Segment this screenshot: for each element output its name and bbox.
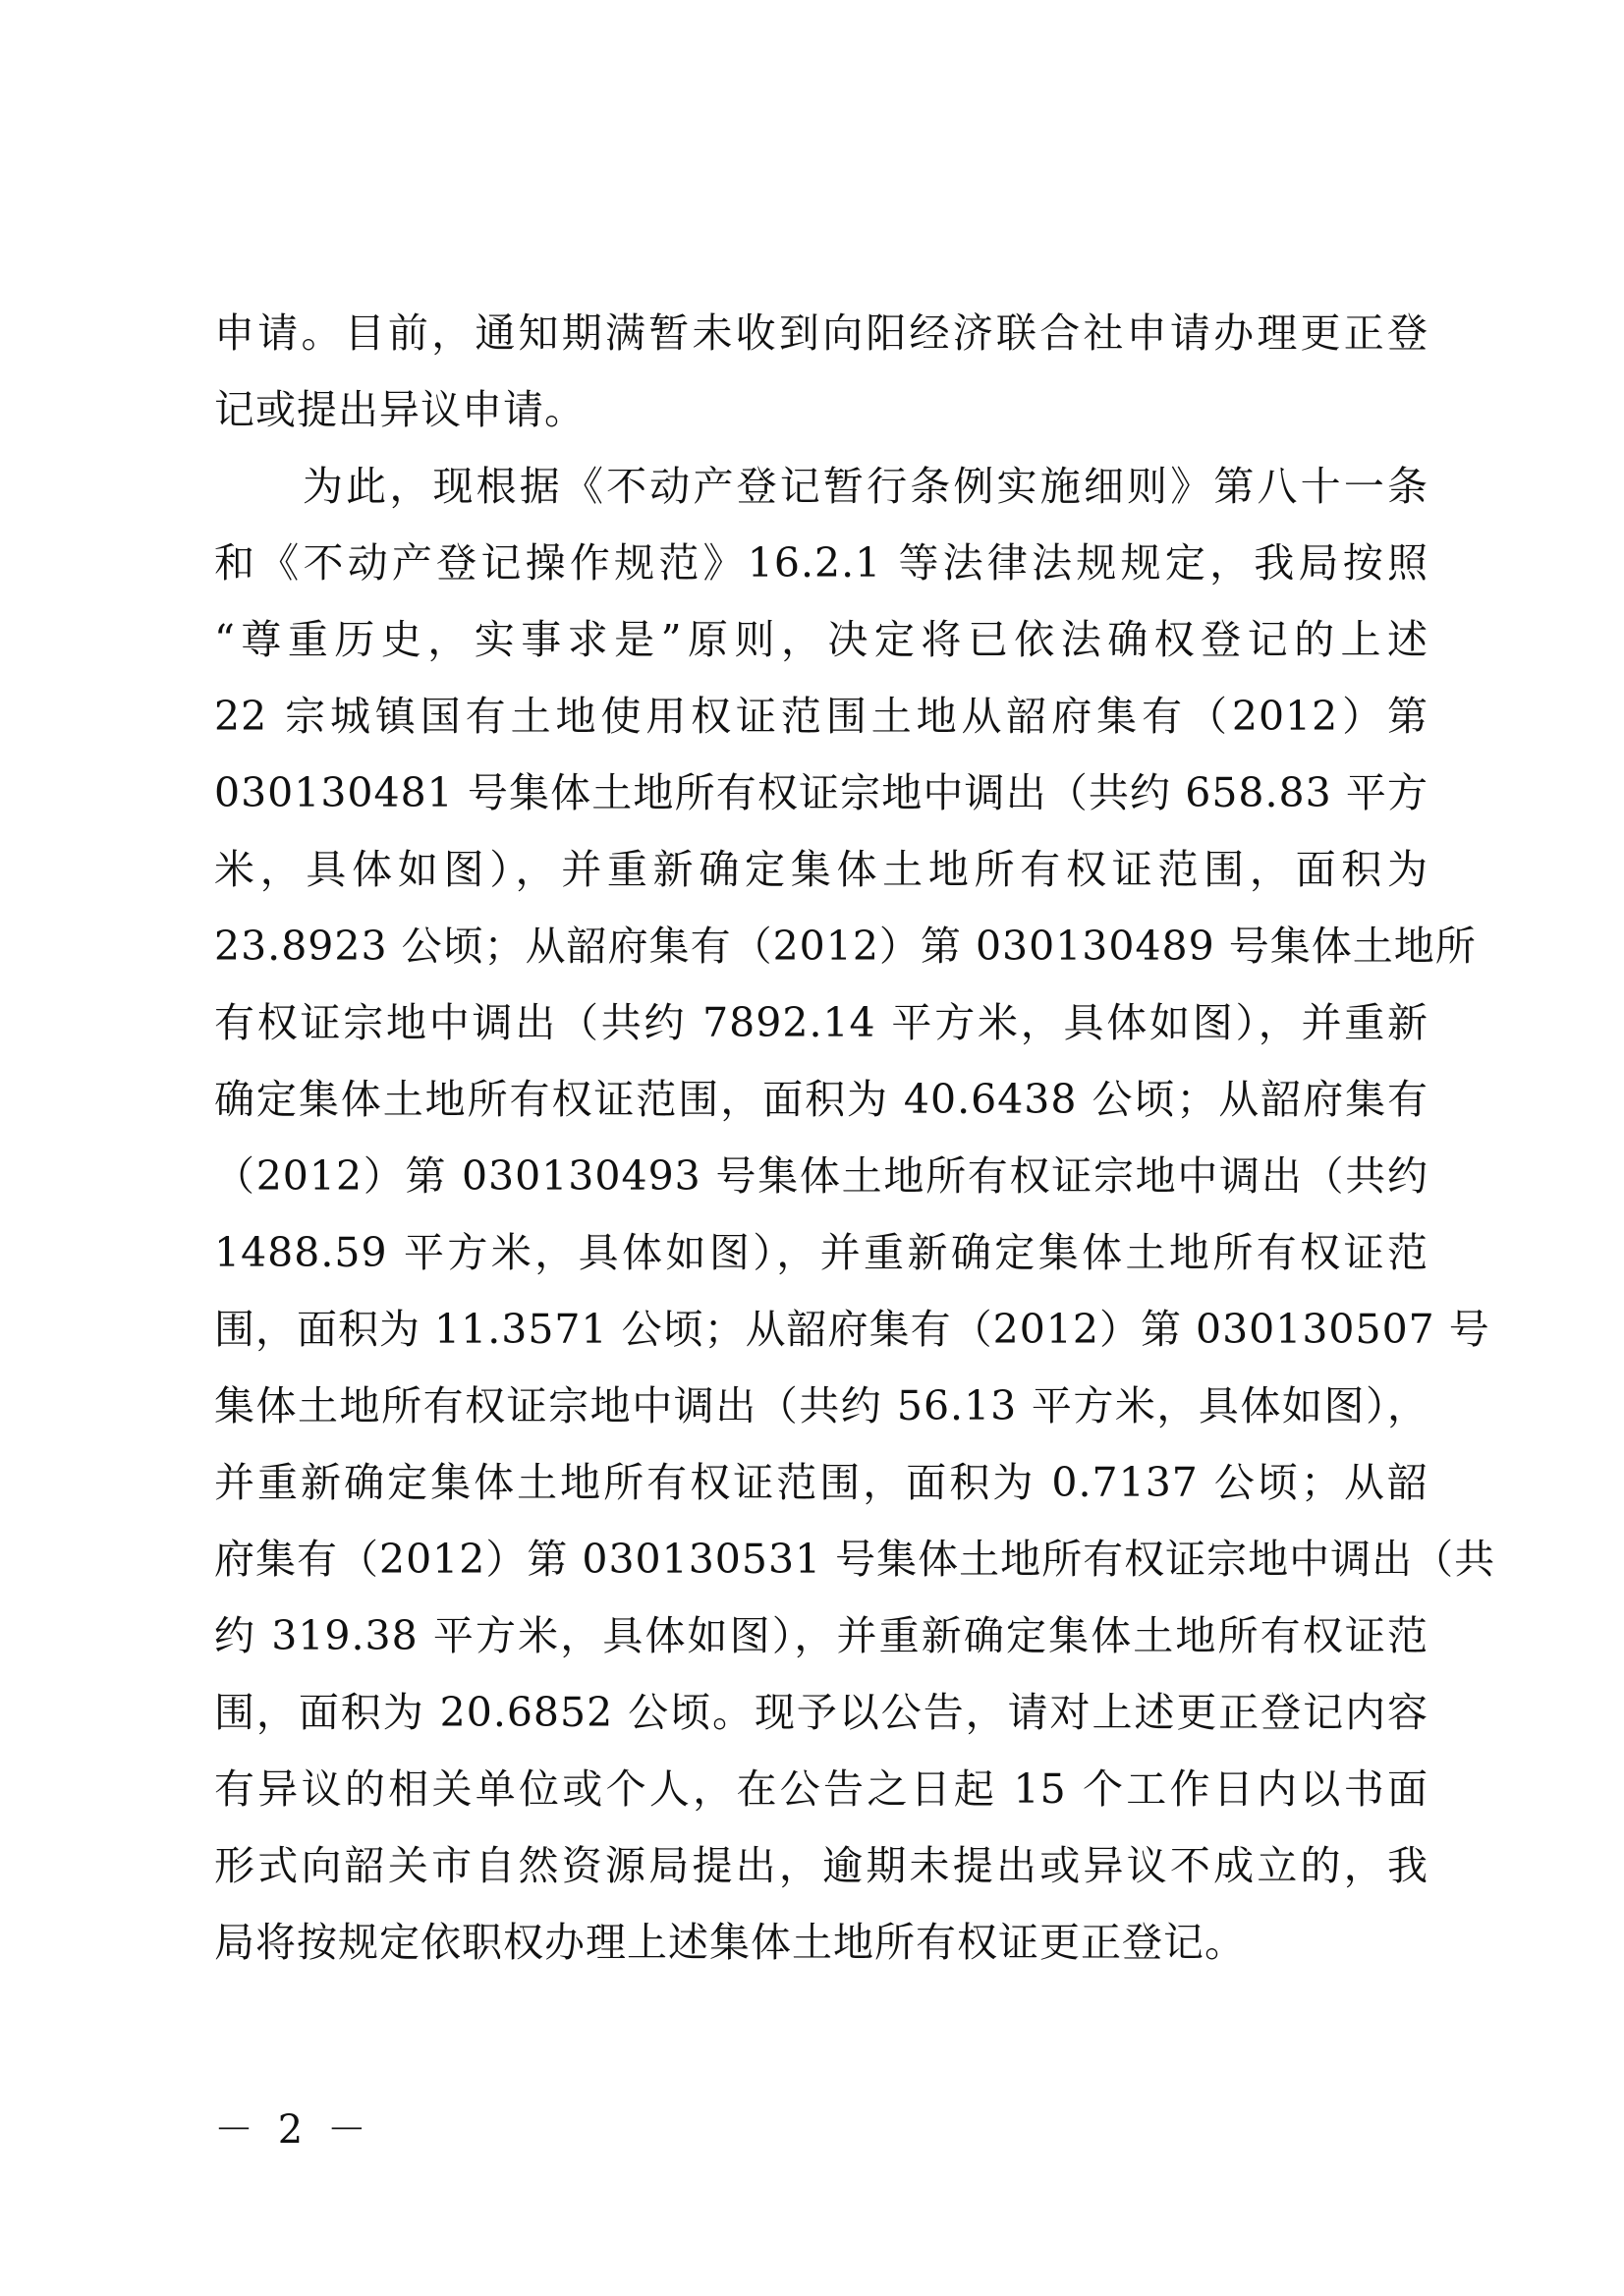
text-line: 有异议的相关单位或个人，在公告之日起 15 个工作日内以书面 bbox=[214, 1765, 1428, 1813]
text-line: 围，面积为 11.3571 公顷；从韶府集有（2012）第 030130507 号 bbox=[214, 1306, 1490, 1353]
text-line: 确定集体土地所有权证范围，面积为 40.6438 公顷；从韶府集有 bbox=[214, 1076, 1428, 1123]
page-number: － 2 － bbox=[214, 2107, 372, 2153]
text-line: 有权证宗地中调出（共约 7892.14 平方米，具体如图），并重新 bbox=[214, 999, 1428, 1046]
text-line: 1488.59 平方米，具体如图），并重新确定集体土地所有权证范 bbox=[214, 1229, 1428, 1276]
text-line: 并重新确定集体土地所有权证范围，面积为 0.7137 公顷；从韶 bbox=[214, 1459, 1428, 1506]
text-line: “尊重历史，实事求是”原则，决定将已依法确权登记的上述 bbox=[214, 616, 1428, 663]
body-text bbox=[214, 295, 1496, 1981]
text-line: 集体土地所有权证宗地中调出（共约 56.13 平方米，具体如图）， bbox=[214, 1382, 1428, 1429]
text-line: 23.8923 公顷；从韶府集有（2012）第 030130489 号集体土地所 bbox=[214, 923, 1477, 970]
text-line: 米，具体如图），并重新确定集体土地所有权证范围，面积为 bbox=[214, 846, 1428, 893]
text-line: 22 宗城镇国有土地使用权证范围土地从韶府集有（2012）第 bbox=[214, 693, 1428, 740]
text-line: 围，面积为 20.6852 公顷。现予以公告，请对上述更正登记内容 bbox=[214, 1689, 1428, 1736]
text-line: （2012）第 030130493 号集体土地所有权证宗地中调出（共约 bbox=[214, 1152, 1428, 1200]
text-line: 约 319.38 平方米，具体如图），并重新确定集体土地所有权证范 bbox=[214, 1612, 1428, 1659]
paragraph bbox=[214, 448, 1496, 1981]
text-line: 申请。目前，通知期满暂未收到向阳经济联合社申请办理更正登 bbox=[214, 309, 1428, 357]
text-line: 形式向韶关市自然资源局提出，逾期未提出或异议不成立的，我 bbox=[214, 1842, 1428, 1889]
text-line: 府集有（2012）第 030130531 号集体土地所有权证宗地中调出（共 bbox=[214, 1536, 1496, 1583]
text-line: 030130481 号集体土地所有权证宗地中调出（共约 658.83 平方 bbox=[214, 769, 1428, 816]
text-line: 为此，现根据《不动产登记暂行条例实施细则》第八十一条 bbox=[303, 463, 1428, 510]
text-line: 记或提出异议申请。 bbox=[214, 386, 586, 433]
paragraph bbox=[214, 295, 1428, 448]
text-line: 局将按规定依职权办理上述集体土地所有权证更正登记。 bbox=[214, 1919, 1246, 1966]
text-line: 和《不动产登记操作规范》16.2.1 等法律法规规定，我局按照 bbox=[214, 539, 1428, 587]
